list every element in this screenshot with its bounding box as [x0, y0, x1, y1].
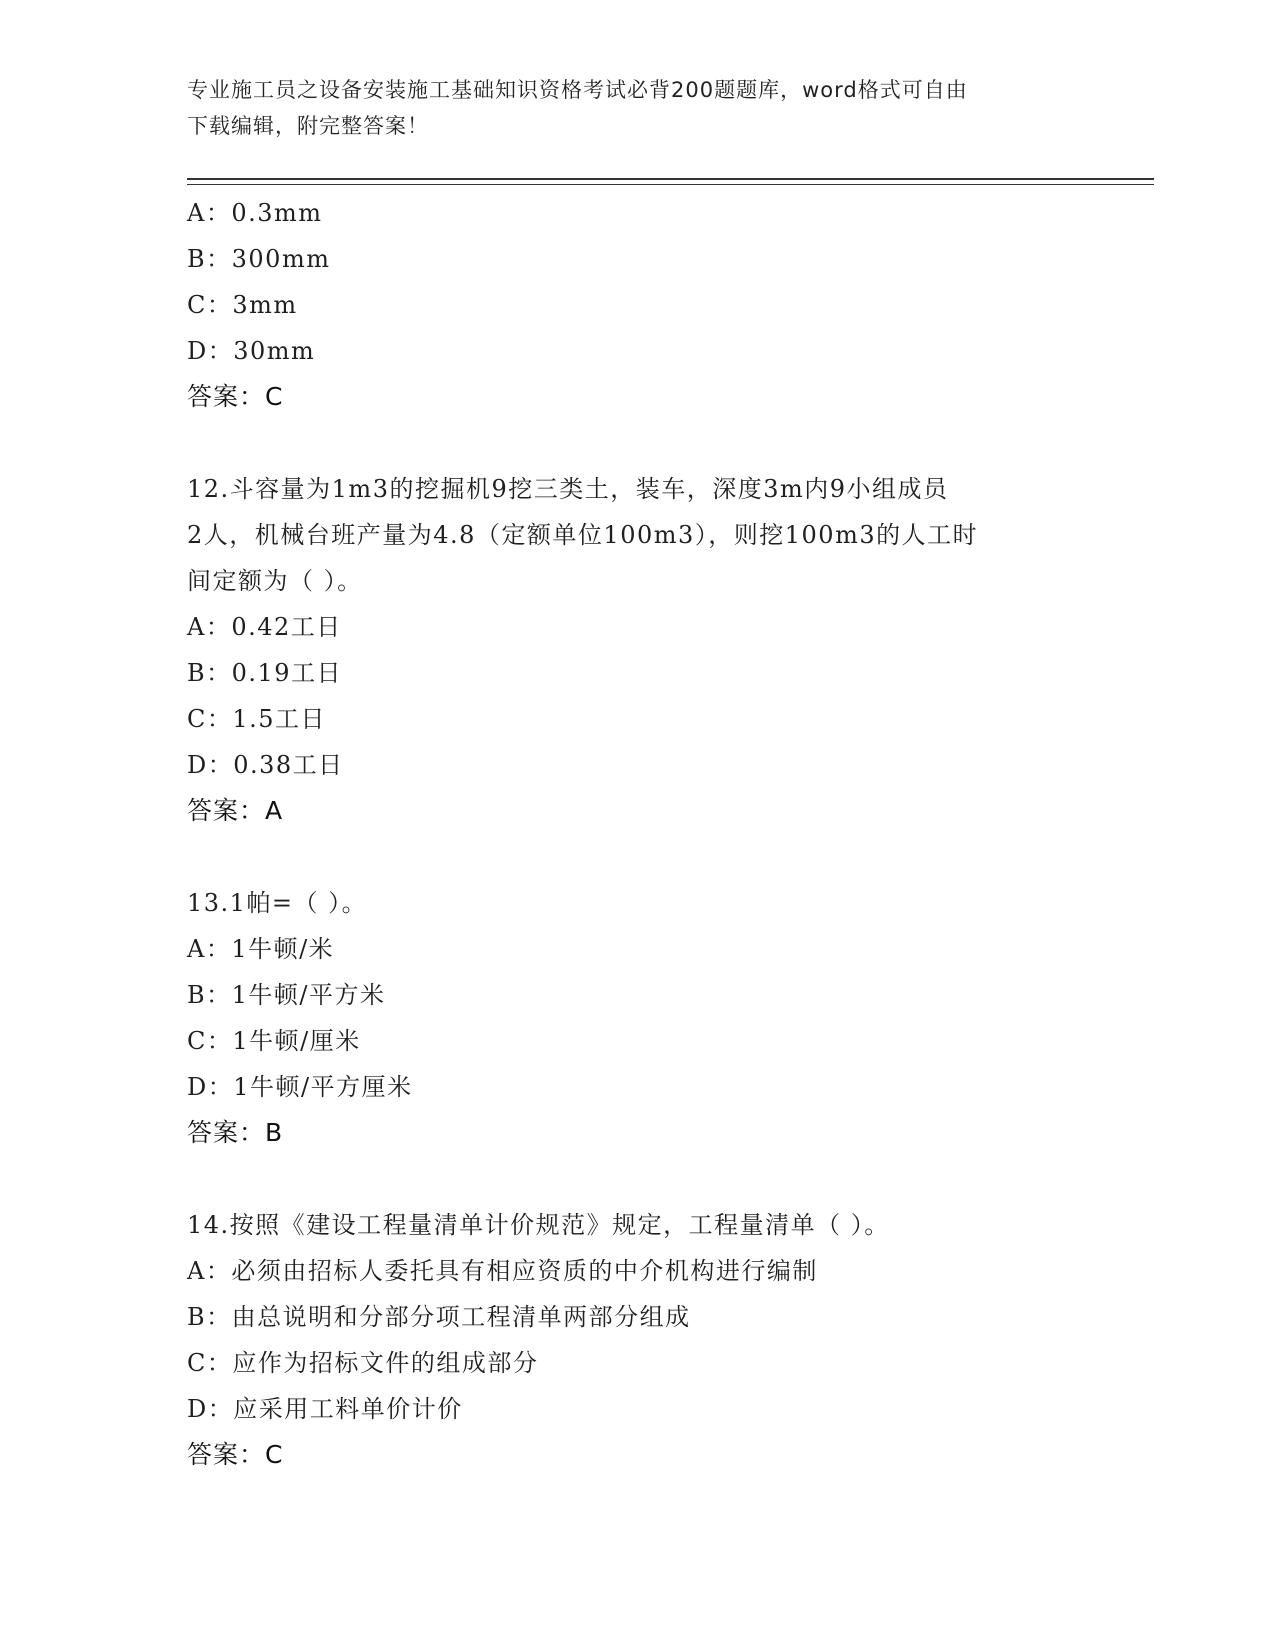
question-spacer	[187, 420, 1087, 466]
question-spacer	[187, 1156, 1087, 1202]
option-d: D：0.38工日	[187, 751, 344, 779]
option-a: A：1牛顿/米	[187, 935, 335, 963]
question-14	[187, 1202, 1087, 1478]
document-header	[187, 72, 1067, 144]
answer-line: 答案：C	[187, 382, 284, 411]
option-c: C：1牛顿/厘米	[187, 1027, 361, 1055]
option-c: C：应作为招标文件的组成部分	[187, 1349, 539, 1377]
option-b: B：由总说明和分部分项工程清单两部分组成	[187, 1303, 691, 1331]
question-stem-line: 14.按照《建设工程量清单计价规范》规定，工程量清单（ ）。	[187, 1211, 890, 1239]
question-13	[187, 880, 1087, 1156]
option-d: D：应采用工料单价计价	[187, 1395, 463, 1423]
option-a: A：0.3mm	[187, 199, 323, 227]
option-c: C：1.5工日	[187, 705, 327, 733]
option-a: A：0.42工日	[187, 613, 342, 641]
question-stem-line: 13.1帕=（ ）。	[187, 889, 368, 917]
answer-line: 答案：C	[187, 1440, 284, 1469]
answer-line: 答案：B	[187, 1118, 284, 1147]
option-b: B：0.19工日	[187, 659, 343, 687]
question-stem-line: 间定额为（ ）。	[187, 567, 363, 595]
header-divider-thin	[187, 184, 1154, 185]
header-line-1: 专业施工员之设备安装施工基础知识资格考试必背200题题库，word格式可自由	[187, 78, 968, 102]
question-stem-line: 12.斗容量为1m3的挖掘机9挖三类土，装车，深度3m内9小组成员	[187, 475, 949, 503]
header-line-2: 下载编辑，附完整答案！	[187, 114, 429, 138]
question-12	[187, 466, 1087, 834]
question-stem-line: 2人，机械台班产量为4.8（定额单位100m3），则挖100m3的人工时	[187, 521, 979, 549]
option-a: A：必须由招标人委托具有相应资质的中介机构进行编制	[187, 1257, 818, 1285]
option-b: B：300mm	[187, 245, 331, 273]
option-d: D：30mm	[187, 337, 316, 365]
question-list	[187, 190, 1087, 1478]
header-divider-thick	[187, 178, 1154, 180]
question-spacer	[187, 834, 1087, 880]
answer-line: 答案：A	[187, 796, 284, 825]
question-11	[187, 190, 1087, 420]
option-d: D：1牛顿/平方厘米	[187, 1073, 413, 1101]
option-c: C：3mm	[187, 291, 298, 319]
option-b: B：1牛顿/平方米	[187, 981, 386, 1009]
